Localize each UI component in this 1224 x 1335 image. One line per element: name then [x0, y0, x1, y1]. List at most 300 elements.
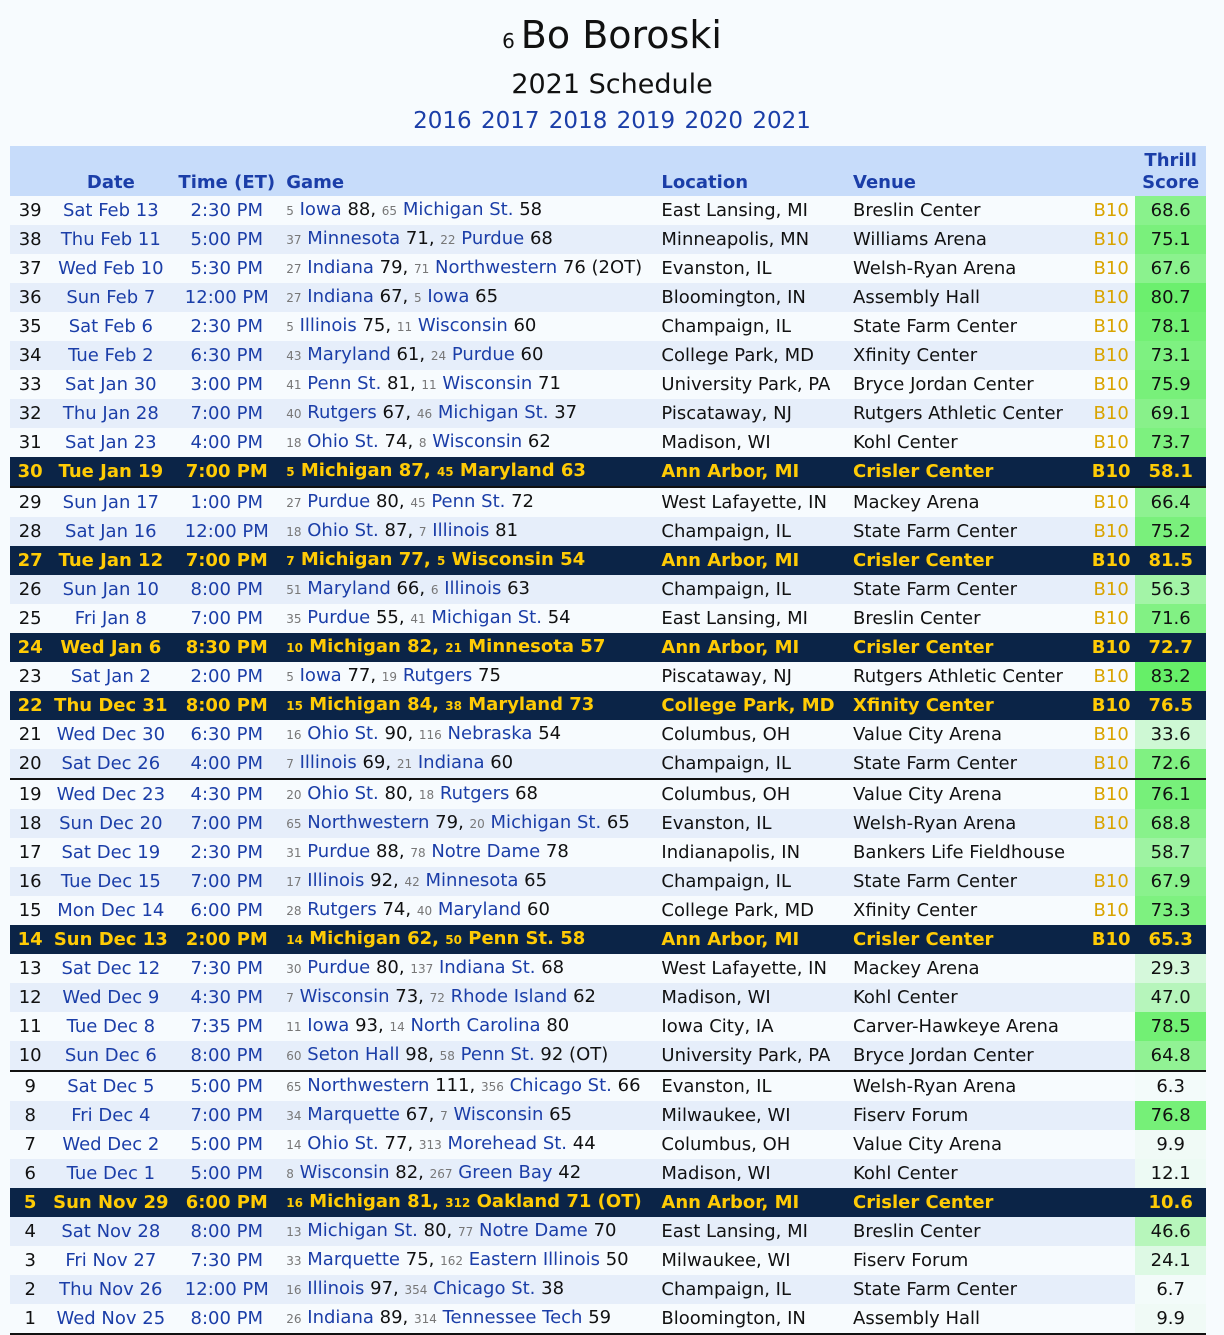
game-location: Champaign, IL	[661, 867, 853, 896]
thrill-score: 72.6	[1135, 749, 1206, 779]
team1-link[interactable]: Wisconsin	[299, 986, 390, 1007]
team2-rank: 312	[445, 1196, 471, 1210]
team2-score: 62	[573, 986, 596, 1007]
team1-link[interactable]: Penn St.	[307, 373, 382, 394]
team2-score: 70	[593, 1220, 617, 1241]
game-number: 6	[10, 1159, 50, 1188]
year-link-2021[interactable]: 2021	[752, 108, 811, 134]
thrill-score: 9.9	[1135, 1304, 1206, 1334]
team2-score: 68	[515, 783, 538, 804]
team2-link[interactable]: Rhode Island	[450, 986, 568, 1007]
game-number: 10	[10, 1041, 50, 1071]
team1-score: 55	[375, 607, 399, 628]
game-matchup: 65 Northwestern 111, 356 Chicago St. 66	[282, 1071, 661, 1101]
team2-link[interactable]: Rutgers	[439, 783, 510, 804]
team2-link[interactable]: Michigan St.	[490, 812, 602, 833]
team2-link[interactable]: Rutgers	[402, 665, 473, 686]
game-date[interactable]: Wed Dec 23	[50, 779, 171, 809]
team2-link[interactable]: Minnesota	[425, 870, 519, 891]
game-time: 8:00 PM	[171, 1041, 282, 1071]
game-date[interactable]: Sat Dec 26	[50, 749, 171, 779]
team2-link[interactable]: Northwestern	[435, 257, 558, 278]
team1-link[interactable]: Michigan	[309, 1191, 401, 1212]
page-title	[0, 12, 1224, 64]
table-row	[10, 925, 1206, 954]
team1-rank: 33	[286, 1254, 302, 1268]
team1-rank: 7	[286, 757, 294, 771]
game-time: 5:00 PM	[171, 225, 282, 254]
team2-score: 54	[538, 723, 562, 744]
year-link-2017[interactable]: 2017	[480, 108, 540, 134]
team2-rank: 6	[430, 583, 439, 597]
game-date[interactable]: Sat Nov 28	[50, 1217, 171, 1246]
team2-rank: 11	[421, 378, 437, 392]
team2-link[interactable]: Wisconsin	[451, 549, 554, 570]
team1-link[interactable]: Purdue	[307, 491, 371, 512]
team1-link[interactable]: Illinois	[299, 315, 357, 336]
team1-link[interactable]: Iowa	[307, 1015, 350, 1036]
game-date[interactable]: Fri Dec 4	[50, 1101, 171, 1130]
thrill-score: 58.7	[1135, 838, 1206, 867]
game-venue: Value City Arena	[853, 779, 1087, 809]
team2-link[interactable]: Tennessee Tech	[442, 1307, 583, 1328]
game-number: 11	[10, 1012, 50, 1041]
thrill-score: 9.9	[1135, 1130, 1206, 1159]
game-number: 12	[10, 983, 50, 1012]
team1-link[interactable]: Ohio St.	[307, 1133, 379, 1154]
game-time: 2:00 PM	[171, 925, 282, 954]
game-number: 19	[10, 779, 50, 809]
referee-rank: 6	[502, 29, 515, 53]
game-location: Champaign, IL	[661, 517, 853, 546]
game-number: 35	[10, 312, 50, 341]
game-matchup: 16 Illinois 97, 354 Chicago St. 38	[282, 1275, 661, 1304]
col-header-date[interactable]: Date	[86, 172, 135, 193]
team1-link[interactable]: Michigan	[309, 694, 401, 715]
game-date[interactable]: Sat Jan 23	[50, 428, 171, 457]
game-number: 22	[10, 691, 50, 720]
game-date[interactable]: Tue Dec 8	[50, 1012, 171, 1041]
game-number: 32	[10, 399, 50, 428]
game-venue: Crisler Center	[853, 546, 1087, 575]
team2-link[interactable]: Indiana	[417, 752, 485, 773]
team2-link[interactable]: Penn St.	[460, 1044, 535, 1065]
game-date[interactable]: Wed Dec 9	[50, 983, 171, 1012]
game-number: 7	[10, 1130, 50, 1159]
game-number: 1	[10, 1304, 50, 1334]
game-matchup: 35 Purdue 55, 41 Michigan St. 54	[282, 604, 661, 633]
game-matchup: 14 Michigan 62, 50 Penn St. 58	[282, 925, 661, 954]
year-link-2019[interactable]: 2019	[616, 108, 676, 134]
team2-score: 75	[478, 665, 501, 686]
team1-link[interactable]: Michigan	[300, 460, 393, 481]
game-matchup: 18 Ohio St. 74, 8 Wisconsin 62	[282, 428, 661, 457]
team1-link[interactable]: Purdue	[307, 841, 371, 862]
game-number: 30	[10, 457, 50, 487]
team1-rank: 10	[286, 641, 303, 655]
team1-link[interactable]: Michigan	[309, 636, 401, 657]
team1-score: 81	[407, 1191, 433, 1212]
team1-rank: 5	[286, 320, 294, 334]
team2-link[interactable]: Michigan St.	[431, 607, 542, 628]
game-time: 12:00 PM	[171, 517, 282, 546]
game-venue: Xfinity Center	[853, 896, 1087, 925]
team1-rank: 28	[286, 904, 302, 918]
game-date[interactable]: Sun Dec 6	[50, 1041, 171, 1071]
team1-link[interactable]: Michigan	[300, 549, 393, 570]
team1-link[interactable]: Ohio St.	[307, 783, 379, 804]
team2-score: 78	[545, 841, 569, 862]
team2-link[interactable]: Notre Dame	[431, 841, 541, 862]
game-location: Madison, WI	[661, 983, 853, 1012]
game-number: 24	[10, 633, 50, 662]
team2-rank: 267	[429, 1167, 453, 1181]
game-matchup: 31 Purdue 88, 78 Notre Dame 78	[282, 838, 661, 867]
game-date[interactable]: Fri Nov 27	[50, 1246, 171, 1275]
game-matchup: 41 Penn St. 81, 11 Wisconsin 71	[282, 370, 661, 399]
game-date[interactable]: Mon Dec 14	[50, 896, 171, 925]
team2-link[interactable]: Chicago St.	[509, 1075, 612, 1096]
game-date[interactable]: Sun Dec 13	[50, 925, 171, 954]
game-date[interactable]: Sun Jan 10	[50, 575, 171, 604]
team2-link[interactable]: Oakland	[476, 1191, 561, 1212]
team1-score: 80	[375, 491, 399, 512]
game-date[interactable]: Wed Nov 25	[50, 1304, 171, 1334]
game-date[interactable]: Sun Feb 7	[50, 283, 171, 312]
team2-rank: 7	[418, 525, 427, 539]
team1-link[interactable]: Illinois	[307, 870, 365, 891]
game-location: Minneapolis, MN	[661, 225, 853, 254]
game-date[interactable]: Tue Jan 19	[50, 457, 171, 487]
game-date[interactable]: Sun Dec 20	[50, 809, 171, 838]
table-row	[10, 633, 1206, 662]
game-venue: State Farm Center	[853, 517, 1087, 546]
team2-rank: 58	[439, 1049, 455, 1063]
game-date[interactable]: Sat Jan 2	[50, 662, 171, 691]
team2-link[interactable]: Maryland	[437, 899, 522, 920]
game-location: Milwaukee, WI	[661, 1101, 853, 1130]
team2-score: 65	[475, 286, 499, 307]
game-date[interactable]: Sat Dec 12	[50, 954, 171, 983]
table-row	[10, 720, 1206, 749]
overtime-note: (OT)	[591, 1191, 642, 1212]
team1-score: 111	[435, 1075, 470, 1096]
table-row	[10, 1246, 1206, 1275]
team2-rank: 313	[418, 1138, 442, 1152]
game-date[interactable]: Sat Dec 5	[50, 1071, 171, 1101]
thrill-score: 69.1	[1135, 399, 1206, 428]
team2-score: 68	[529, 228, 553, 249]
team2-score: 44	[572, 1133, 596, 1154]
game-venue: Breslin Center	[853, 604, 1087, 633]
team1-link[interactable]: Rutgers	[307, 899, 377, 920]
game-matchup: 33 Marquette 75, 162 Eastern Illinois 50	[282, 1246, 661, 1275]
game-location: East Lansing, MI	[661, 1217, 853, 1246]
conference-badge: B10	[1087, 925, 1135, 954]
team2-link[interactable]: Indiana St.	[438, 957, 536, 978]
thrill-score: 75.9	[1135, 370, 1206, 399]
team2-rank: 65	[381, 204, 398, 218]
team1-link[interactable]: Maryland	[307, 578, 391, 599]
game-matchup: 14 Ohio St. 77, 313 Morehead St. 44	[282, 1130, 661, 1159]
table-row	[10, 954, 1206, 983]
team2-link[interactable]: Wisconsin	[442, 373, 533, 394]
table-row	[10, 225, 1206, 254]
game-number: 4	[10, 1217, 50, 1246]
team1-link[interactable]: Seton Hall	[307, 1044, 400, 1065]
team1-rank: 5	[286, 204, 294, 218]
thrill-score: 76.8	[1135, 1101, 1206, 1130]
game-location: Champaign, IL	[661, 312, 853, 341]
game-matchup: 7 Michigan 77, 5 Wisconsin 54	[282, 546, 661, 575]
team1-score: 81	[387, 373, 410, 394]
game-date[interactable]: Sat Dec 19	[50, 838, 171, 867]
thrill-score: 78.5	[1135, 1012, 1206, 1041]
team2-score: 65	[549, 1104, 573, 1125]
col-header-game[interactable]: Game	[286, 172, 345, 193]
team2-rank: 41	[410, 612, 426, 626]
team1-link[interactable]: Iowa	[299, 665, 342, 686]
table-row	[10, 546, 1206, 575]
thrill-score: 12.1	[1135, 1159, 1206, 1188]
game-matchup: 15 Michigan 84, 38 Maryland 73	[282, 691, 661, 720]
team1-link[interactable]: Ohio St.	[307, 431, 379, 452]
team1-rank: 13	[286, 1225, 302, 1239]
game-date[interactable]: Thu Jan 28	[50, 399, 171, 428]
thrill-score: 56.3	[1135, 575, 1206, 604]
game-matchup: 7 Wisconsin 73, 72 Rhode Island 62	[282, 983, 661, 1012]
game-date[interactable]: Wed Feb 10	[50, 254, 171, 283]
team1-link[interactable]: Minnesota	[307, 228, 401, 249]
game-date[interactable]: Thu Dec 31	[50, 691, 171, 720]
year-link-2018[interactable]: 2018	[548, 108, 608, 134]
team2-score: 50	[605, 1249, 629, 1270]
team1-link[interactable]: Ohio St.	[307, 520, 379, 541]
thrill-score: 72.7	[1135, 633, 1206, 662]
game-date[interactable]: Tue Feb 2	[50, 341, 171, 370]
team2-link[interactable]: Notre Dame	[479, 1220, 588, 1241]
game-location: Madison, WI	[661, 1159, 853, 1188]
team2-link[interactable]: Michigan St.	[437, 402, 549, 423]
team2-link[interactable]: Penn St.	[431, 491, 506, 512]
game-number: 23	[10, 662, 50, 691]
thrill-score: 76.1	[1135, 779, 1206, 809]
col-header-venue[interactable]: Venue	[853, 172, 916, 193]
thrill-score: 33.6	[1135, 720, 1206, 749]
team2-link[interactable]: Penn St.	[468, 928, 554, 949]
team2-link[interactable]: Purdue	[461, 228, 525, 249]
conference-badge	[1087, 1246, 1135, 1275]
team2-link[interactable]: Maryland	[468, 694, 563, 715]
table-row	[10, 691, 1206, 720]
team2-rank: 42	[404, 875, 420, 889]
game-venue: Welsh-Ryan Arena	[853, 254, 1087, 283]
team2-score: 58	[560, 928, 586, 949]
team1-link[interactable]: Purdue	[307, 957, 371, 978]
year-link-2016[interactable]: 2016	[413, 108, 472, 134]
team2-link[interactable]: Purdue	[451, 344, 515, 365]
team2-link[interactable]: Nebraska	[447, 723, 533, 744]
game-location: Milwaukee, WI	[661, 1246, 853, 1275]
conference-badge	[1087, 983, 1135, 1012]
team2-link[interactable]: North Carolina	[410, 1015, 541, 1036]
team2-link[interactable]: Michigan St.	[402, 199, 514, 220]
team2-rank: 8	[418, 436, 427, 450]
game-time: 12:00 PM	[171, 1275, 282, 1304]
team2-link[interactable]: Iowa	[427, 286, 470, 307]
table-row	[10, 809, 1206, 838]
team2-link[interactable]: Illinois	[444, 578, 502, 599]
team2-link[interactable]: Eastern Illinois	[468, 1249, 600, 1270]
game-matchup: 60 Seton Hall 98, 58 Penn St. 92 (OT)	[282, 1041, 661, 1071]
team2-score: 68	[541, 957, 565, 978]
team1-link[interactable]: Michigan St.	[307, 1220, 418, 1241]
game-time: 6:30 PM	[171, 720, 282, 749]
team1-rank: 41	[286, 378, 302, 392]
game-location: Evanston, IL	[661, 809, 853, 838]
team1-rank: 51	[286, 583, 302, 597]
game-matchup: 20 Ohio St. 80, 18 Rutgers 68	[282, 779, 661, 809]
game-venue: State Farm Center	[853, 575, 1087, 604]
team2-score: 57	[580, 636, 606, 657]
game-date[interactable]: Sun Nov 29	[50, 1188, 171, 1217]
team2-link[interactable]: Morehead St.	[447, 1133, 568, 1154]
game-date[interactable]: Tue Dec 1	[50, 1159, 171, 1188]
game-date[interactable]: Sat Feb 13	[50, 196, 171, 225]
team1-link[interactable]: Illinois	[299, 752, 357, 773]
team1-link[interactable]: Purdue	[307, 607, 371, 628]
team1-link[interactable]: Marquette	[307, 1249, 401, 1270]
team1-link[interactable]: Ohio St.	[307, 723, 379, 744]
team2-link[interactable]: Wisconsin	[453, 1104, 544, 1125]
game-time: 7:00 PM	[171, 809, 282, 838]
game-location: Ann Arbor, MI	[661, 457, 853, 487]
team2-score: 63	[560, 460, 586, 481]
game-matchup: 8 Wisconsin 82, 267 Green Bay 42	[282, 1159, 661, 1188]
team1-link[interactable]: Illinois	[307, 1278, 365, 1299]
team1-link[interactable]: Marquette	[307, 1104, 401, 1125]
team1-link[interactable]: Indiana	[307, 1307, 374, 1328]
game-location: West Lafayette, IN	[661, 954, 853, 983]
team1-rank: 37	[286, 233, 302, 247]
game-date[interactable]: Fri Jan 8	[50, 604, 171, 633]
team2-rank: 19	[381, 670, 398, 684]
game-date[interactable]: Sat Jan 16	[50, 517, 171, 546]
team2-link[interactable]: Maryland	[459, 460, 555, 481]
game-time: 8:30 PM	[171, 633, 282, 662]
game-date[interactable]: Sun Jan 17	[50, 487, 171, 517]
game-venue: Bankers Life Fieldhouse	[853, 838, 1087, 867]
game-matchup: 18 Ohio St. 87, 7 Illinois 81	[282, 517, 661, 546]
team1-link[interactable]: Wisconsin	[299, 1162, 390, 1183]
team1-rank: 5	[286, 465, 295, 479]
game-date[interactable]: Wed Dec 30	[50, 720, 171, 749]
team2-link[interactable]: Chicago St.	[433, 1278, 536, 1299]
game-date[interactable]: Tue Jan 12	[50, 546, 171, 575]
team2-rank: 71	[413, 262, 430, 276]
team1-link[interactable]: Indiana	[307, 257, 374, 278]
game-venue: Breslin Center	[853, 1217, 1087, 1246]
team1-score: 89	[379, 1307, 403, 1328]
game-venue: Rutgers Athletic Center	[853, 662, 1087, 691]
game-location: University Park, PA	[661, 1041, 853, 1071]
table-row	[10, 196, 1206, 225]
game-venue: Rutgers Athletic Center	[853, 399, 1087, 428]
thrill-score: 47.0	[1135, 983, 1206, 1012]
team1-score: 88	[347, 199, 371, 220]
team1-link[interactable]: Northwestern	[307, 812, 430, 833]
team1-link[interactable]: Indiana	[307, 286, 374, 307]
game-number: 15	[10, 896, 50, 925]
team2-link[interactable]: Wisconsin	[432, 431, 523, 452]
team1-rank: 14	[286, 1138, 302, 1152]
team2-rank: 18	[418, 788, 435, 802]
col-header-conference	[1087, 146, 1135, 196]
game-venue: Value City Arena	[853, 720, 1087, 749]
team1-link[interactable]: Iowa	[299, 199, 342, 220]
team2-score: 54	[560, 549, 586, 570]
team2-link[interactable]: Green Bay	[458, 1162, 553, 1183]
col-header-thrill-score[interactable]	[1135, 146, 1206, 196]
team1-link[interactable]: Michigan	[309, 928, 401, 949]
game-time: 5:00 PM	[171, 1130, 282, 1159]
game-date[interactable]: Sat Feb 6	[50, 312, 171, 341]
game-date[interactable]: Thu Feb 11	[50, 225, 171, 254]
game-date[interactable]: Tue Dec 15	[50, 867, 171, 896]
team1-score: 67	[382, 402, 406, 423]
game-venue: Carver-Hawkeye Arena	[853, 1012, 1087, 1041]
year-link-2020[interactable]: 2020	[684, 108, 744, 134]
team1-rank: 18	[286, 436, 302, 450]
game-number: 14	[10, 925, 50, 954]
game-matchup: 40 Rutgers 67, 46 Michigan St. 37	[282, 399, 661, 428]
team2-score: 60	[490, 752, 514, 773]
game-date[interactable]: Wed Dec 2	[50, 1130, 171, 1159]
thrill-score: 6.7	[1135, 1275, 1206, 1304]
conference-badge: B10	[1087, 517, 1135, 546]
game-time: 8:00 PM	[171, 1304, 282, 1334]
team1-score: 74	[384, 431, 408, 452]
col-header-location[interactable]: Location	[661, 172, 749, 193]
team2-rank: 40	[416, 904, 433, 918]
col-header-time[interactable]: Time (ET)	[178, 172, 276, 193]
team1-rank: 43	[286, 349, 302, 363]
game-matchup: 11 Iowa 93, 14 North Carolina 80	[282, 1012, 661, 1041]
team2-rank: 46	[416, 407, 433, 421]
table-row	[10, 1217, 1206, 1246]
game-date[interactable]: Sat Jan 30	[50, 370, 171, 399]
team1-link[interactable]: Northwestern	[307, 1075, 430, 1096]
team2-link[interactable]: Wisconsin	[417, 315, 508, 336]
game-number: 29	[10, 487, 50, 517]
game-matchup: 7 Illinois 69, 21 Indiana 60	[282, 749, 661, 779]
team1-link[interactable]: Maryland	[307, 344, 391, 365]
game-time: 2:00 PM	[171, 662, 282, 691]
team2-rank: 314	[413, 1312, 437, 1326]
thrill-score: 68.8	[1135, 809, 1206, 838]
team1-score: 75	[405, 1249, 429, 1270]
game-location: College Park, MD	[661, 896, 853, 925]
team2-rank: 356	[480, 1080, 504, 1094]
game-date[interactable]: Wed Jan 6	[50, 633, 171, 662]
team2-rank: 14	[389, 1020, 405, 1034]
game-venue: Kohl Center	[853, 1159, 1087, 1188]
game-date[interactable]: Thu Nov 26	[50, 1275, 171, 1304]
table-row	[10, 1130, 1206, 1159]
team1-link[interactable]: Rutgers	[307, 402, 377, 423]
team2-link[interactable]: Illinois	[432, 520, 490, 541]
team2-link[interactable]: Minnesota	[468, 636, 575, 657]
